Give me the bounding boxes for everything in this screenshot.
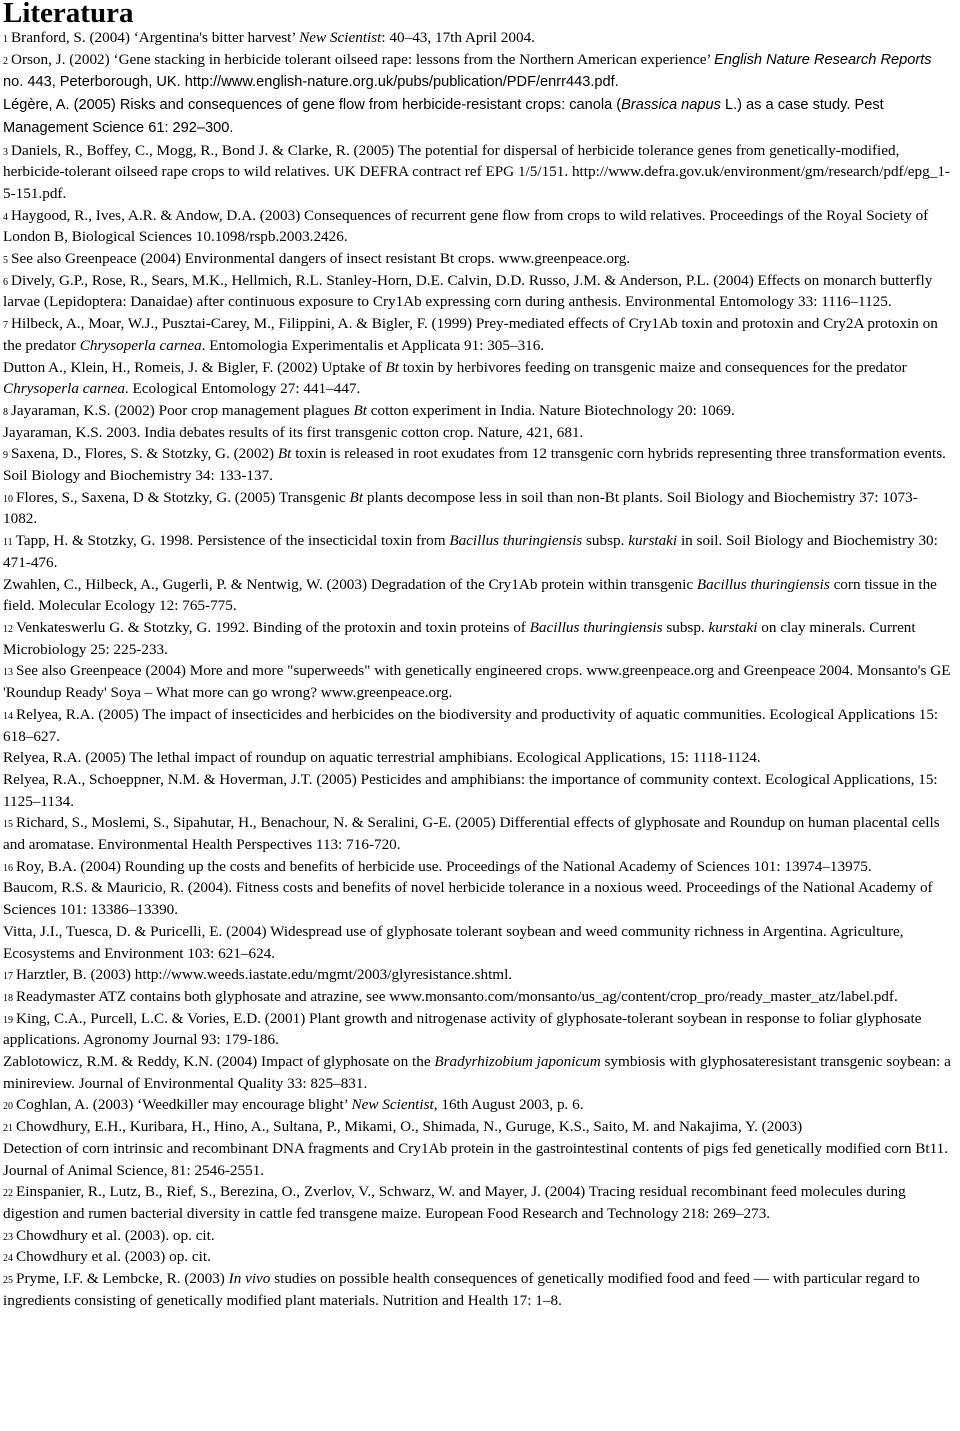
reference-entry: [3, 1094, 951, 1116]
footnote-number: 16: [3, 862, 13, 874]
footnote-number: 17: [3, 971, 13, 983]
reference-text: toxin is released in root exudates from 12 transgenic corn hybrids representing three transformation events. Soil Biology and Biochemistry 34: 133-137.: [3, 445, 946, 485]
reference-text: Chowdhury et al. (2003). op. cit.: [16, 1226, 215, 1244]
reference-italic-text: Bacillus thuringiensis: [529, 618, 663, 636]
reference-text: subsp.: [582, 532, 629, 550]
footnote-number: 2: [3, 55, 8, 67]
reference-text: studies on possible health consequences of genetically modified food and feed — with particular regard to ingredients consisting of genetically modified plant materials. Nutrition and Health 17: 1–8.: [3, 1270, 920, 1309]
reference-italic-text: Bacillus thuringiensis: [449, 532, 583, 550]
reference-entry: [3, 1008, 951, 1051]
footnote-number: 19: [3, 1014, 13, 1026]
reference-text: plants decompose less in soil than non-Bt plants. Soil Biology and Biochemistry 37: 1073-1082.: [3, 488, 918, 528]
reference-entry: [3, 812, 951, 855]
reference-italic-text: Bt: [349, 488, 364, 506]
reference-entry: [3, 313, 951, 356]
reference-text: Jayaraman, K.S. 2003. India debates results of its first transgenic cotton crop. Nature, 421, 681.: [3, 423, 584, 441]
reference-text: Dively, G.P., Rose, R., Sears, M.K., Hellmich, R.L. Stanley-Horn, D.E. Calvin, D.D. Russo, J.M. & Anderson, P.L. (2004) Effects on monarch butterfly larvae (Lepidoptera: Danaidae) after continuous exposure to Cry1Ab expressing corn during anthesis. Environmental Entomology 33: 1116–1125.: [3, 271, 933, 311]
reference-text: Chowdhury et al. (2003) op. cit.: [16, 1248, 211, 1266]
reference-text: Readymaster ATZ contains both glyphosate and atrazine, see www.monsanto.com/monsanto/us_ag/content/crop_pro/ready_master_atz/label.pdf.: [16, 987, 898, 1005]
footnote-number: 20: [3, 1101, 13, 1113]
reference-text: subsp.: [662, 618, 709, 636]
reference-text: Haygood, R., Ives, A.R. & Andow, D.A. (2003) Consequences of recurrent gene flow from crops to wild relatives. Proceedings of the Royal Society of London B, Biological Sciences 10.1098/rspb.2003.2426.: [3, 206, 929, 246]
reference-text: King, C.A., Purcell, L.C. & Vories, E.D. (2001) Plant growth and nitrogenase activity of glyphosate-tolerant soybean in response to foliar glyphosate applications. Agronomy Journal 93: 179-186.: [3, 1009, 922, 1049]
footnote-number: 13: [3, 667, 13, 679]
reference-entry: [3, 205, 951, 248]
reference-entry: [3, 986, 951, 1008]
reference-text: Detection of corn intrinsic and recombinant DNA fragments and Cry1Ab protein in the gastrointestinal contents of pigs fed genetically modified corn Bt11. Journal of Animal Science, 81: 2546-2551.: [3, 1139, 949, 1179]
reference-entry: [3, 140, 951, 205]
footnote-number: 14: [3, 710, 13, 722]
footnote-number: 25: [3, 1275, 13, 1287]
reference-text: Richard, S., Moslemi, S., Sipahutar, H., Benachour, N. & Seralini, G-E. (2005) Differential effects of glyphosate and Roundup on human placental cells and aromatase. Environmental Health Perspectives 113: 716-720.: [3, 814, 940, 854]
footnote-number: 9: [3, 450, 8, 462]
reference-entry: [3, 487, 951, 530]
reference-italic-text: New Scientist: [299, 29, 382, 46]
reference-entry: [3, 443, 951, 486]
reference-italic-text: In vivo: [228, 1270, 271, 1288]
reference-text: . Ecological Entomology 27: 441–447.: [124, 380, 361, 398]
reference-text: Zablotowicz, R.M. & Reddy, K.N. (2004) Impact of glyphosate on the: [3, 1053, 435, 1071]
footnote-number: 11: [3, 537, 13, 549]
footnote-number: 15: [3, 819, 13, 831]
footnote-number: 22: [3, 1188, 13, 1200]
reference-text: Flores, S., Saxena, D & Stotzky, G. (2005) Transgenic: [16, 488, 350, 506]
reference-text: Légère, A. (2005) Risks and consequences of gene flow from herbicide-resistant crops: canola (: [3, 97, 622, 114]
reference-entry: [3, 769, 951, 812]
reference-text: , 16th August 2003, p. 6.: [433, 1096, 584, 1114]
reference-text: Einspanier, R., Lutz, B., Rief, S., Berezina, O., Zverlov, V., Schwarz, W. and Mayer, J. (2004) Tracing residual recombinant feed molecules during digestion and rumen bacterial diversity in cattle fed transgene maize. European Food Research and Technology 218: 269–273.: [3, 1183, 906, 1222]
page-title: Literatura: [3, 0, 134, 29]
reference-entry: [3, 877, 951, 920]
reference-entry: [3, 856, 951, 878]
reference-text: Harztler, B. (2003) http://www.weeds.iastate.edu/mgmt/2003/glyresistance.shtml.: [16, 966, 513, 984]
reference-text: Baucom, R.S. & Mauricio, R. (2004). Fitness costs and benefits of novel herbicide tolerance in a noxious weed. Proceedings of the National Academy of Sciences 101: 13386–13390.: [3, 879, 933, 919]
reference-text: Coghlan, A. (2003) ‘Weedkiller may encourage blight’: [16, 1096, 352, 1114]
reference-italic-text: New Scientist: [351, 1096, 434, 1114]
reference-entry: [3, 1116, 951, 1138]
reference-text: Tapp, H. & Stotzky, G. 1998. Persistence of the insecticidal toxin from: [15, 532, 450, 550]
reference-entry: [3, 964, 951, 986]
reference-entry: [3, 530, 951, 573]
reference-entry: [3, 94, 951, 139]
reference-text: Dutton A., Klein, H., Romeis, J. & Bigler, F. (2002) Uptake of: [3, 358, 386, 376]
reference-italic-text: Bt: [385, 358, 399, 376]
reference-entry: [3, 921, 951, 964]
reference-text: Roy, B.A. (2004) Rounding up the costs and benefits of herbicide use. Proceedings of the National Academy of Sciences 101: 13974–13975.: [16, 857, 872, 875]
footnote-number: 1: [3, 34, 8, 45]
reference-text: : 40–43, 17th April 2004.: [381, 29, 535, 46]
footnote-number: 4: [3, 211, 8, 223]
reference-text: Saxena, D., Flores, S. & Stotzky, G. (2002): [11, 445, 278, 463]
reference-entry: [3, 1051, 951, 1094]
reference-text: Daniels, R., Boffey, C., Mogg, R., Bond J. & Clarke, R. (2005) The potential for dispersal of herbicide tolerance genes from genetically-modified, herbicide-tolerant oilseed rape crops to wild relatives. UK DEFRA contract ref EPG 1/5/151. http://www.defra.gov.uk/environment/gm/research/pdf/epg_1-5-151.pdf.: [3, 141, 950, 202]
reference-italic-text: Bt: [353, 401, 367, 419]
reference-entry: [3, 422, 951, 444]
reference-text: on clay minerals. Current Microbiology 25: 225-233.: [3, 618, 916, 658]
reference-entry: [3, 574, 951, 617]
reference-entry: [3, 49, 951, 94]
reference-italic-text: Brassica napus: [621, 97, 721, 114]
reference-text: See also Greenpeace (2004) More and more "superweeds" with genetically engineered crops. www.greenpeace.org and Greenpeace 2004. Monsanto's GE 'Roundup Ready' Soya – What more can go wrong? www.greenpeace.org.: [3, 662, 951, 702]
reference-entry: [3, 1181, 951, 1224]
reference-text: in soil. Soil Biology and Biochemistry 30: 471-476.: [3, 532, 938, 571]
reference-text: Chowdhury, E.H., Kuribara, H., Hino, A., Sultana, P., Mikami, O., Shimada, N., Guruge, K.S., Saito, M. and Nakajima, Y. (2003): [16, 1118, 803, 1136]
reference-entry: [3, 400, 951, 422]
reference-entry: [3, 617, 951, 660]
reference-entry: [3, 357, 951, 400]
footnote-number: 12: [3, 623, 13, 635]
footnote-number: 21: [3, 1123, 13, 1135]
reference-text: Relyea, R.A., Schoeppner, N.M. & Hoverman, J.T. (2005) Pesticides and amphibians: the importance of community context. Ecological Applications, 15: 1125–1134.: [3, 770, 938, 810]
reference-text: no. 443, Peterborough, UK. http://www.english-nature.org.uk/pubs/publication/PDF/enrr443.pdf.: [3, 74, 619, 91]
reference-entry: [3, 248, 951, 270]
reference-italic-text: kurstaki: [628, 532, 678, 550]
footnote-number: 3: [3, 146, 8, 158]
reference-entry: [3, 1268, 951, 1311]
reference-text: L.) as a case study. Pest Management Science 61: 292–300.: [3, 97, 884, 136]
reference-text: Branford, S. (2004) ‘Argentina's bitter harvest’: [11, 29, 300, 46]
footnote-number: 8: [3, 406, 8, 418]
reference-entry: [3, 1225, 951, 1247]
reference-list: [3, 27, 951, 1311]
reference-entry: [3, 660, 951, 703]
reference-text: Venkateswerlu G. & Stotzky, G. 1992. Binding of the protoxin and toxin proteins of: [16, 618, 530, 636]
reference-italic-text: Bt: [277, 445, 292, 463]
footnote-number: 10: [3, 493, 13, 505]
reference-italic-text: kurstaki: [708, 618, 758, 636]
reference-text: Hilbeck, A., Moar, W.J., Pusztai-Carey, M., Filippini, A. & Bigler, F. (1999) Prey-mediated effects of Cry1Ab toxin and protoxin and Cry2A protoxin on the predator: [3, 315, 938, 354]
footnote-number: 5: [3, 255, 8, 267]
reference-text: cotton experiment in India. Nature Biotechnology 20: 1069.: [366, 401, 735, 419]
reference-text: Vitta, J.I., Tuesca, D. & Puricelli, E. (2004) Widespread use of glyphosate tolerant soybean and weed community richness in Argentina. Agriculture, Ecosystems and Environment 103: 621–624.: [3, 922, 904, 962]
reference-entry: [3, 747, 951, 769]
reference-text: Pryme, I.F. & Lembcke, R. (2003): [16, 1270, 229, 1288]
reference-entry: [3, 1138, 951, 1181]
reference-italic-text: Bradyrhizobium japonicum: [434, 1053, 601, 1071]
footnote-number: 6: [3, 276, 8, 288]
reference-italic-text: Chrysoperla carnea: [3, 380, 125, 398]
footnote-number: 7: [3, 320, 8, 332]
footnote-number: 24: [3, 1253, 13, 1265]
footnote-number: 23: [3, 1231, 13, 1243]
reference-italic-text: Chrysoperla carnea: [79, 336, 202, 354]
reference-text: symbiosis with glyphosateresistant transgenic soybean: a minireview. Journal of Environmental Quality 33: 825–831.: [3, 1053, 951, 1092]
reference-text: Jayaraman, K.S. (2002) Poor crop management plagues: [11, 401, 354, 419]
reference-entry: [3, 1246, 951, 1268]
reference-entry: [3, 27, 951, 49]
reference-text: corn tissue in the field. Molecular Ecology 12: 765-775.: [3, 575, 937, 615]
reference-entry: [3, 704, 951, 747]
reference-text: Orson, J. (2002) ‘Gene stacking in herbicide tolerant oilseed rape: lessons from the Northern American experience’: [11, 50, 715, 68]
reference-text: Relyea, R.A. (2005) The lethal impact of roundup on aquatic terrestrial amphibians. Ecological Applications, 15: 1118-1124.: [3, 749, 761, 767]
reference-entry: [3, 270, 951, 313]
reference-text: . Entomologia Experimentalis et Applicata 91: 305–316.: [201, 336, 545, 354]
reference-text: See also Greenpeace (2004) Environmental dangers of insect resistant Bt crops. www.greenpeace.org.: [11, 250, 631, 268]
footnote-number: 18: [3, 992, 13, 1004]
reference-text: Relyea, R.A. (2005) The impact of insecticides and herbicides on the biodiversity and productivity of aquatic communities. Ecological Applications 15: 618–627.: [3, 705, 939, 745]
reference-text: Zwahlen, C., Hilbeck, A., Gugerli, P. & Nentwig, W. (2003) Degradation of the Cry1Ab protein within transgenic: [3, 575, 697, 593]
reference-italic-text: Bacillus thuringiensis: [696, 575, 830, 593]
reference-text: toxin by herbivores feeding on transgenic maize and consequences for the predator: [398, 358, 907, 376]
reference-italic-text: English Nature Research Reports: [714, 51, 932, 68]
